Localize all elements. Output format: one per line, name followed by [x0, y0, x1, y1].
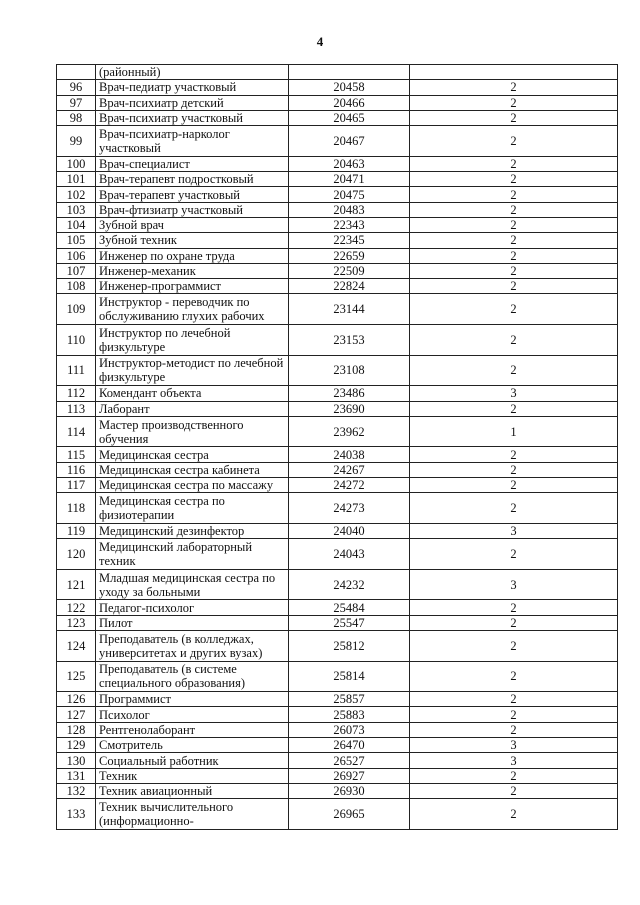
profession-name-cell: Врач-психиатр детский: [96, 95, 289, 110]
profession-name-cell: Медицинская сестра кабинета: [96, 462, 289, 477]
profession-name-cell: Врач-педиатр участковый: [96, 80, 289, 95]
table-row: [57, 248, 618, 263]
row-number-cell: 107: [57, 263, 96, 278]
page-number: 4: [316, 34, 324, 49]
quantity-cell: 2: [410, 279, 618, 294]
profession-name-cell: Младшая медицинская сестра по уходу за больными: [96, 569, 289, 600]
profession-name-cell: Инженер-программист: [96, 279, 289, 294]
profession-name-cell: Медицинская сестра по физиотерапии: [96, 493, 289, 524]
quantity-cell: 3: [410, 523, 618, 538]
row-number-cell: 125: [57, 661, 96, 692]
row-number-cell: 96: [57, 80, 96, 95]
profession-name-cell: Преподаватель (в системе специального образования): [96, 661, 289, 692]
table-row: [57, 569, 618, 600]
quantity-cell: 2: [410, 325, 618, 356]
table-row: [57, 661, 618, 692]
profession-name-cell: Пилот: [96, 615, 289, 630]
table-row: [57, 386, 618, 401]
profession-code-cell: 25814: [289, 661, 410, 692]
row-number-cell: 112: [57, 386, 96, 401]
profession-code-cell: 24273: [289, 493, 410, 524]
profession-name-cell: Социальный работник: [96, 753, 289, 768]
row-number-cell: 99: [57, 126, 96, 157]
row-number-cell: 118: [57, 493, 96, 524]
profession-name-cell: Зубной врач: [96, 217, 289, 232]
row-number-cell: 126: [57, 692, 96, 707]
quantity-cell: 2: [410, 217, 618, 232]
table-row: [57, 355, 618, 386]
table-row: [57, 615, 618, 630]
table-row: [57, 279, 618, 294]
row-number-cell: 106: [57, 248, 96, 263]
table-row: [57, 416, 618, 447]
quantity-cell: 2: [410, 187, 618, 202]
quantity-cell: 3: [410, 738, 618, 753]
row-number-cell: [57, 65, 96, 80]
profession-name-cell: Медицинская сестра: [96, 447, 289, 462]
profession-code-cell: 24267: [289, 462, 410, 477]
profession-code-cell: 23690: [289, 401, 410, 416]
profession-name-cell: Медицинская сестра по массажу: [96, 478, 289, 493]
row-number-cell: 98: [57, 110, 96, 125]
table-row: [57, 401, 618, 416]
profession-code-cell: 24040: [289, 523, 410, 538]
table-row: [57, 172, 618, 187]
quantity-cell: 2: [410, 202, 618, 217]
table-row: [57, 263, 618, 278]
row-number-cell: 116: [57, 462, 96, 477]
quantity-cell: 2: [410, 447, 618, 462]
table-row: [57, 156, 618, 171]
table-row: [57, 95, 618, 110]
quantity-cell: 2: [410, 294, 618, 325]
profession-name-cell: Врач-фтизиатр участковый: [96, 202, 289, 217]
row-number-cell: 113: [57, 401, 96, 416]
profession-name-cell: Техник: [96, 768, 289, 783]
quantity-cell: 2: [410, 80, 618, 95]
profession-code-cell: 24272: [289, 478, 410, 493]
profession-name-cell: Инструктор - переводчик по обслуживанию глухих рабочих: [96, 294, 289, 325]
row-number-cell: 131: [57, 768, 96, 783]
row-number-cell: 117: [57, 478, 96, 493]
row-number-cell: 128: [57, 722, 96, 737]
profession-name-cell: Врач-терапевт участковый: [96, 187, 289, 202]
profession-name-cell: Врач-психиатр участковый: [96, 110, 289, 125]
profession-name-cell: Врач-психиатр-нарколог участковый: [96, 126, 289, 157]
profession-code-cell: 23962: [289, 416, 410, 447]
profession-code-cell: 25547: [289, 615, 410, 630]
row-number-cell: 108: [57, 279, 96, 294]
profession-code-cell: 20483: [289, 202, 410, 217]
table-row: [57, 539, 618, 570]
profession-code-cell: 22345: [289, 233, 410, 248]
row-number-cell: 101: [57, 172, 96, 187]
profession-name-cell: Инструктор по лечебной физкультуре: [96, 325, 289, 356]
quantity-cell: 2: [410, 799, 618, 830]
profession-name-cell: Программист: [96, 692, 289, 707]
profession-code-cell: 26527: [289, 753, 410, 768]
row-number-cell: 109: [57, 294, 96, 325]
row-number-cell: 122: [57, 600, 96, 615]
profession-code-cell: 25883: [289, 707, 410, 722]
table-row: [57, 692, 618, 707]
table-row: [57, 126, 618, 157]
profession-name-cell: Рентгенолаборант: [96, 722, 289, 737]
table-row: [57, 447, 618, 462]
profession-name-cell: Мастер производственного обучения: [96, 416, 289, 447]
profession-code-cell: 26930: [289, 783, 410, 798]
row-number-cell: 133: [57, 799, 96, 830]
quantity-cell: 2: [410, 263, 618, 278]
row-number-cell: 124: [57, 630, 96, 661]
profession-code-cell: 20465: [289, 110, 410, 125]
profession-name-cell: Смотритель: [96, 738, 289, 753]
row-number-cell: 120: [57, 539, 96, 570]
table-row: [57, 294, 618, 325]
quantity-cell: 2: [410, 661, 618, 692]
profession-code-cell: 24232: [289, 569, 410, 600]
row-number-cell: 97: [57, 95, 96, 110]
profession-code-cell: 26965: [289, 799, 410, 830]
profession-name-cell: Техник авиационный: [96, 783, 289, 798]
table-row: [57, 523, 618, 538]
quantity-cell: 2: [410, 248, 618, 263]
profession-code-cell: 23108: [289, 355, 410, 386]
profession-code-cell: 23486: [289, 386, 410, 401]
profession-name-cell: Врач-специалист: [96, 156, 289, 171]
profession-code-cell: 26470: [289, 738, 410, 753]
row-number-cell: 119: [57, 523, 96, 538]
table-body: [57, 65, 618, 830]
table-row: [57, 722, 618, 737]
row-number-cell: 121: [57, 569, 96, 600]
table-row: [57, 630, 618, 661]
table-row: [57, 233, 618, 248]
profession-code-cell: 24038: [289, 447, 410, 462]
profession-code-cell: 25857: [289, 692, 410, 707]
quantity-cell: 2: [410, 126, 618, 157]
row-number-cell: 110: [57, 325, 96, 356]
quantity-cell: 2: [410, 172, 618, 187]
quantity-cell: 2: [410, 539, 618, 570]
profession-name-cell: Комендант объекта: [96, 386, 289, 401]
profession-code-cell: 22509: [289, 263, 410, 278]
profession-name-cell: Врач-терапевт подростковый: [96, 172, 289, 187]
profession-code-cell: 25484: [289, 600, 410, 615]
profession-code-cell: [289, 65, 410, 80]
profession-name-cell: Лаборант: [96, 401, 289, 416]
quantity-cell: 2: [410, 156, 618, 171]
profession-code-cell: 20475: [289, 187, 410, 202]
row-number-cell: 102: [57, 187, 96, 202]
table-row: [57, 768, 618, 783]
quantity-cell: 2: [410, 722, 618, 737]
quantity-cell: 3: [410, 386, 618, 401]
quantity-cell: 2: [410, 462, 618, 477]
profession-code-cell: 20463: [289, 156, 410, 171]
table-row: [57, 80, 618, 95]
table-row: [57, 783, 618, 798]
quantity-cell: 1: [410, 416, 618, 447]
quantity-cell: 2: [410, 768, 618, 783]
profession-code-cell: 23153: [289, 325, 410, 356]
row-number-cell: 123: [57, 615, 96, 630]
row-number-cell: 129: [57, 738, 96, 753]
table-row: [57, 493, 618, 524]
table-row: [57, 65, 618, 80]
table-row: [57, 325, 618, 356]
quantity-cell: [410, 65, 618, 80]
quantity-cell: 2: [410, 707, 618, 722]
table-row: [57, 600, 618, 615]
quantity-cell: 2: [410, 355, 618, 386]
row-number-cell: 111: [57, 355, 96, 386]
profession-name-cell: Зубной техник: [96, 233, 289, 248]
quantity-cell: 2: [410, 233, 618, 248]
table-row: [57, 187, 618, 202]
quantity-cell: 2: [410, 783, 618, 798]
table-row: [57, 799, 618, 830]
quantity-cell: 2: [410, 600, 618, 615]
row-number-cell: 132: [57, 783, 96, 798]
profession-name-cell: Медицинский лабораторный техник: [96, 539, 289, 570]
quantity-cell: 2: [410, 493, 618, 524]
table-row: [57, 202, 618, 217]
table-row: [57, 478, 618, 493]
quantity-cell: 2: [410, 478, 618, 493]
quantity-cell: 2: [410, 630, 618, 661]
row-number-cell: 100: [57, 156, 96, 171]
profession-code-cell: 22343: [289, 217, 410, 232]
profession-code-cell: 22659: [289, 248, 410, 263]
quantity-cell: 2: [410, 692, 618, 707]
profession-name-cell: Преподаватель (в колледжах, университетах и других вузах): [96, 630, 289, 661]
row-number-cell: 105: [57, 233, 96, 248]
profession-code-cell: 20458: [289, 80, 410, 95]
quantity-cell: 2: [410, 95, 618, 110]
table-row: [57, 738, 618, 753]
profession-name-cell: (районный): [96, 65, 289, 80]
row-number-cell: 130: [57, 753, 96, 768]
table-row: [57, 462, 618, 477]
profession-code-cell: 24043: [289, 539, 410, 570]
quantity-cell: 2: [410, 401, 618, 416]
professions-table: [56, 64, 618, 830]
profession-name-cell: Психолог: [96, 707, 289, 722]
profession-name-cell: Педагог-психолог: [96, 600, 289, 615]
row-number-cell: 103: [57, 202, 96, 217]
profession-code-cell: 25812: [289, 630, 410, 661]
profession-code-cell: 22824: [289, 279, 410, 294]
profession-code-cell: 20471: [289, 172, 410, 187]
quantity-cell: 2: [410, 615, 618, 630]
row-number-cell: 114: [57, 416, 96, 447]
profession-code-cell: 23144: [289, 294, 410, 325]
quantity-cell: 2: [410, 110, 618, 125]
row-number-cell: 115: [57, 447, 96, 462]
table-row: [57, 753, 618, 768]
profession-code-cell: 20467: [289, 126, 410, 157]
profession-code-cell: 26927: [289, 768, 410, 783]
table-row: [57, 110, 618, 125]
quantity-cell: 3: [410, 753, 618, 768]
profession-name-cell: Медицинский дезинфектор: [96, 523, 289, 538]
profession-name-cell: Инженер по охране труда: [96, 248, 289, 263]
row-number-cell: 104: [57, 217, 96, 232]
profession-code-cell: 26073: [289, 722, 410, 737]
profession-name-cell: Техник вычислительного (информационно-: [96, 799, 289, 830]
profession-code-cell: 20466: [289, 95, 410, 110]
quantity-cell: 3: [410, 569, 618, 600]
row-number-cell: 127: [57, 707, 96, 722]
profession-name-cell: Инструктор-методист по лечебной физкультуре: [96, 355, 289, 386]
table-row: [57, 217, 618, 232]
profession-name-cell: Инженер-механик: [96, 263, 289, 278]
table-row: [57, 707, 618, 722]
